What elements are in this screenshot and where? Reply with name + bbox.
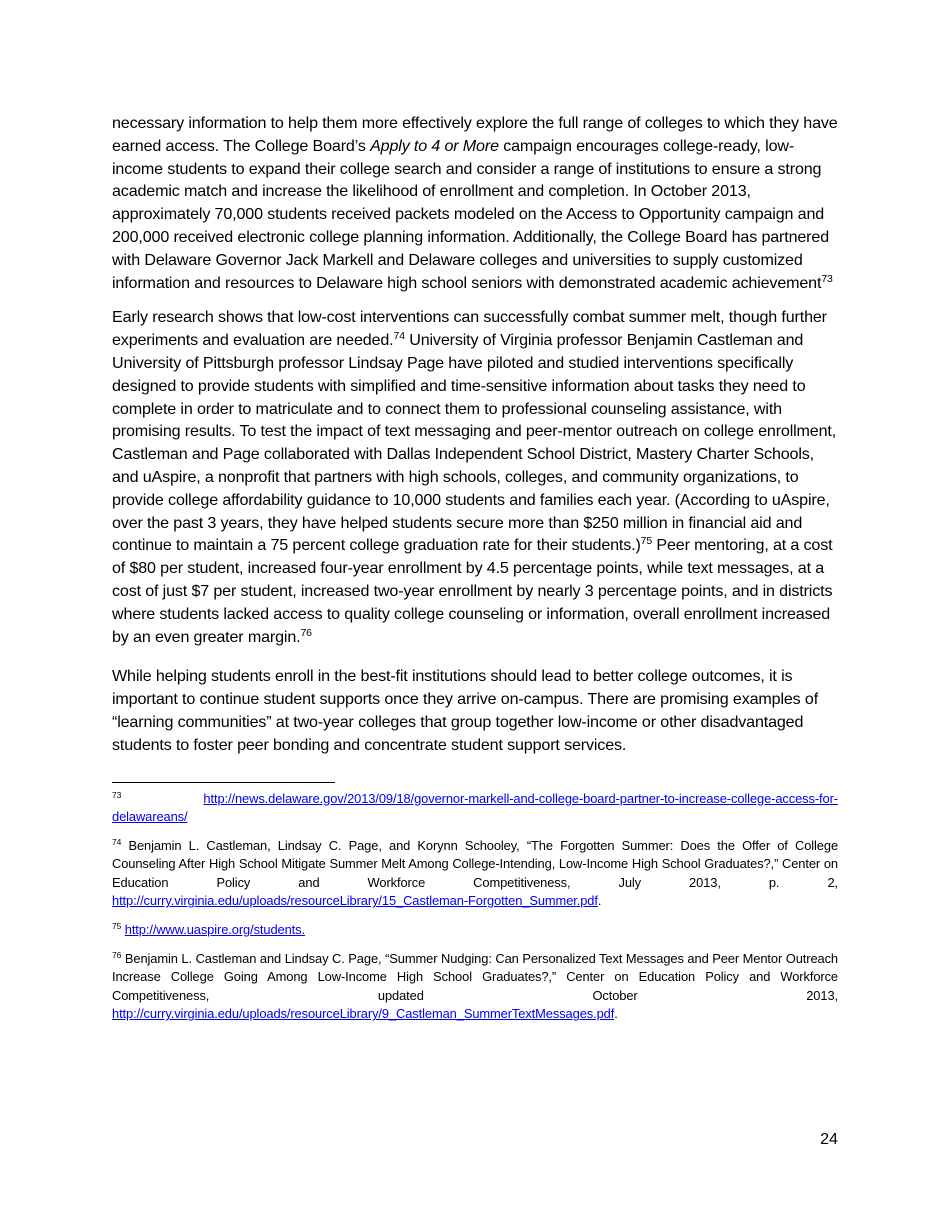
- footnote-73-link[interactable]: http://news.delaware.gov/2013/09/18/governor-markell-and-college-board-partner-to-increase-college-access-for-delawareans/: [112, 790, 838, 825]
- footnote-75-link[interactable]: http://www.uaspire.org/students.: [124, 922, 305, 938]
- footnote-74: $^{74}$ Benjamin L. Castleman, Lindsay C. Page, and Korynn Schooley, “The Forgotten Summer: Does the Offer of College Counseling After High School Mitigate Summer Melt Among College-Intending, Low-Income High School Graduates?,” Center on Education Policy and Workforce Competitiveness, July 2013, p. 2, http://curry.virginia.edu/uploads/resourceLibrary/15_Castleman-Forgotten_Summer.pdf.: [112, 836, 839, 909]
- footnote-ref-73[interactable]: 73: [821, 272, 833, 285]
- page-content: [112, 112, 838, 1034]
- paragraph-summer-melt: Early research shows that low-cost interventions can successfully combat summer melt, though further experiments and evaluation are needed.$^{74}$ University of Virginia professor Benjamin Castleman and University of Pittsburgh professor Lindsay Page have piloted and studied interventions specifically designed to provide students with simplified and time-sensitive information about tasks they need to complete in order to matriculate and to connect them to professional counseling assistance, with promising results. To test the impact of text messaging and peer-mentor outreach on college enrollment, Castleman and Page collaborated with Dallas Independent School District, Mastery Charter Schools, and uAspire, a nonprofit that partners with high schools, colleges, and community organizations, to provide college affordability guidance to 10,000 students and families each year. (According to uAspire, over the past 3 years, they have helped students secure more than $250 million in financial aid and continue to maintain a 75 percent college graduation rate for their students.)$^{75}$ Peer mentoring, at a cost of $80 per student, increased four-year enrollment by 4.5 percentage points, while text messages, at a cost of just $7 per student, increased two-year enrollment by nearly 3 percentage points, and in districts where students lacked access to quality college counseling or information, overall enrollment increased by an even greater margin.$^{76}$: [112, 308, 837, 646]
- footnote-number: 76: [112, 949, 122, 960]
- footnote-75: [112, 921, 838, 940]
- paragraph-learning-communities: While helping students enroll in the best-fit institutions should lead to better college outcomes, it is important to continue student supports once they arrive on-campus. There are promising examples of “learning communities” at two-year colleges that group together low-income or other disadvantaged students to foster peer bonding and concentrate student support services.: [112, 667, 819, 754]
- footnote-ref-76[interactable]: 76: [300, 626, 312, 639]
- page-number: 24: [820, 1130, 838, 1148]
- footnote-separator: [112, 782, 335, 783]
- footnote-73: [112, 790, 838, 827]
- footnote-76-link[interactable]: http://curry.virginia.edu/uploads/resourceLibrary/9_Castleman_SummerTextMessages.pdf: [112, 1006, 615, 1022]
- campaign-title: Apply to 4 or More: [370, 136, 499, 155]
- footnote-74-link[interactable]: http://curry.virginia.edu/uploads/resourceLibrary/15_Castleman-Forgotten_Summer.pdf: [112, 893, 598, 909]
- footnote-number: 75: [112, 921, 122, 932]
- footnote-ref-74[interactable]: 74: [393, 330, 405, 343]
- footnote-number: 74: [112, 836, 122, 847]
- footnote-76: $^{76}$ Benjamin L. Castleman and Lindsay C. Page, “Summer Nudging: Can Personalized Text Messages and Peer Mentor Outreach Increase College Going Among Low-Income High School Graduates?,” Center on Education Policy and Workforce Competitiveness, updated October 2013, http://curry.virginia.edu/uploads/resourceLibrary/9_Castleman_SummerTextMessages.pdf.: [112, 949, 839, 1022]
- paragraph-college-board: necessary information to help them more effectively explore the full range of colleges to which they have earned access. The College Board’s Apply to 4 or More campaign encourages college-ready, low-income students to expand their college search and consider a range of institutions to ensure a strong academic match and increase the likelihood of enrollment and completion. In October 2013, approximately 70,000 students received packets modeled on the Access to Opportunity campaign and 200,000 received electronic college planning information. Additionally, the College Board has partnered with Delaware Governor Jack Markell and Delaware colleges and universities to supply customized information and resources to Delaware high school seniors with demonstrated academic achievement$^{73}$: [112, 114, 838, 292]
- footnote-ref-75[interactable]: 75: [640, 535, 653, 548]
- footnote-number: 73: [112, 789, 122, 800]
